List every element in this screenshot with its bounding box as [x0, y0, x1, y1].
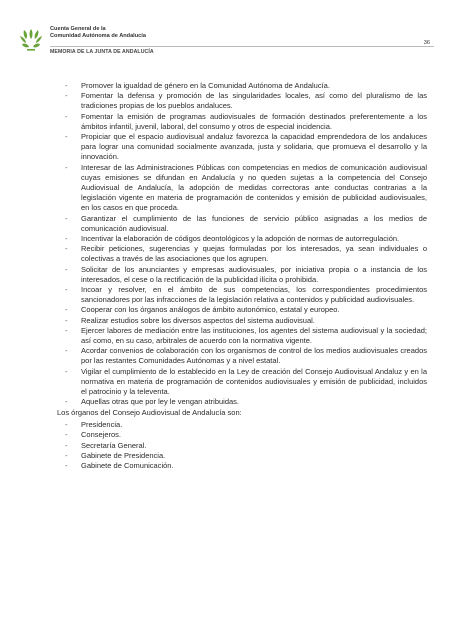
header-line-2: Comunidad Autónoma de Andalucía	[50, 32, 146, 39]
list-item: - Ejercer labores de mediación entre las instituciones, los agentes del sistema audiovisual y la sociedad; así como, en su caso, arbitrales de acuerdo con la normativa vigente.	[57, 326, 427, 346]
list-item: - Gabinete de Presidencia.	[57, 451, 427, 461]
list-item: - Aquellas otras que por ley le vengan atribuidas.	[57, 397, 427, 407]
page-body	[57, 81, 427, 471]
list-item: - Garantizar el cumplimiento de las funciones de servicio público asignadas a los medios de comunicación audiovisual.	[57, 214, 427, 234]
list-item: - Vigilar el cumplimiento de lo establecido en la Ley de creación del Consejo Audiovisual Andaluz y en la normativa en materia de programación de contenidos audiovisuales y emisión de publicidad, incluidos el patrocinio y la televenta.	[57, 367, 427, 398]
list-item: - Secretaría General.	[57, 441, 427, 451]
list-item: - Recibir peticiones, sugerencias y quejas formuladas por los interesados, ya sean individuales o colectivas a través de las asociaciones que los agrupen.	[57, 244, 427, 264]
list-item: - Presidencia.	[57, 420, 427, 430]
organs-list	[57, 420, 427, 471]
list-item: - Solicitar de los anunciantes y empresas audiovisuales, por iniciativa propia o a instancia de los interesados, el cese o la rectificación de la publicidad ilícita o prohibida.	[57, 265, 427, 285]
list-item: - Incoar y resolver, en el ámbito de sus competencias, los correspondientes procedimientos sancionadores por las infracciones de la legislación relativa a contenidos y publicidad audiovisuales.	[57, 285, 427, 305]
list-item: - Cooperar con los órganos análogos de ámbito autonómico, estatal y europeo.	[57, 305, 427, 315]
list-item: - Interesar de las Administraciones Públicas con competencias en medios de comunicación audiovisual cuyas emisiones se difundan en Andalucía y no queden sujetas a la competencia del Consejo Audiovisual de Andalucía, la adopción de medidas correctoras ante conductas contrarias a la legislación vigente en materia de programación de contenidos y emisión de publicidad audiovisuales, en los casos en que proceda.	[57, 163, 427, 214]
list-item: - Realizar estudios sobre los diversos aspectos del sistema audiovisual.	[57, 316, 427, 326]
list-item: - Consejeros.	[57, 430, 427, 440]
functions-list	[57, 81, 427, 408]
header-divider	[50, 46, 434, 47]
header-memo: MEMORIA DE LA JUNTA DE ANDALUCÍA	[50, 49, 154, 55]
list-item: - Propiciar que el espacio audiovisual andaluz favorezca la capacidad emprendedora de los andaluces para lograr una comunidad socialmente avanzada, justa y solidaria, que promueva el desarrollo y la innovación.	[57, 132, 427, 163]
organs-intro: Los órganos del Consejo Audiovisual de Andalucía son:	[57, 408, 242, 417]
page-header	[18, 24, 434, 58]
list-item: - Acordar convenios de colaboración con los organismos de control de los medios audiovisuales creados por las restantes Comunidades Autónomas y a nivel estatal.	[57, 346, 427, 366]
list-item: - Fomentar la defensa y promoción de las singularidades locales, así como del pluralismo de las tradiciones propias de los pueblos andaluces.	[57, 91, 427, 111]
page-number: 36	[423, 40, 430, 46]
list-item: - Gabinete de Comunicación.	[57, 461, 427, 471]
junta-andalucia-logo	[18, 28, 48, 54]
list-item: - Promover la igualdad de género en la Comunidad Autónoma de Andalucía.	[57, 81, 427, 91]
list-item: - Fomentar la emisión de programas audiovisuales de formación destinados preferentemente a los ámbitos infantil, juvenil, laboral, del consumo y otros de especial incidencia.	[57, 112, 427, 132]
header-title	[50, 26, 146, 39]
header-line-1: Cuenta General de la	[50, 26, 106, 32]
list-item: - Incentivar la elaboración de códigos deontológicos y la adopción de normas de autorregulación.	[57, 234, 427, 244]
